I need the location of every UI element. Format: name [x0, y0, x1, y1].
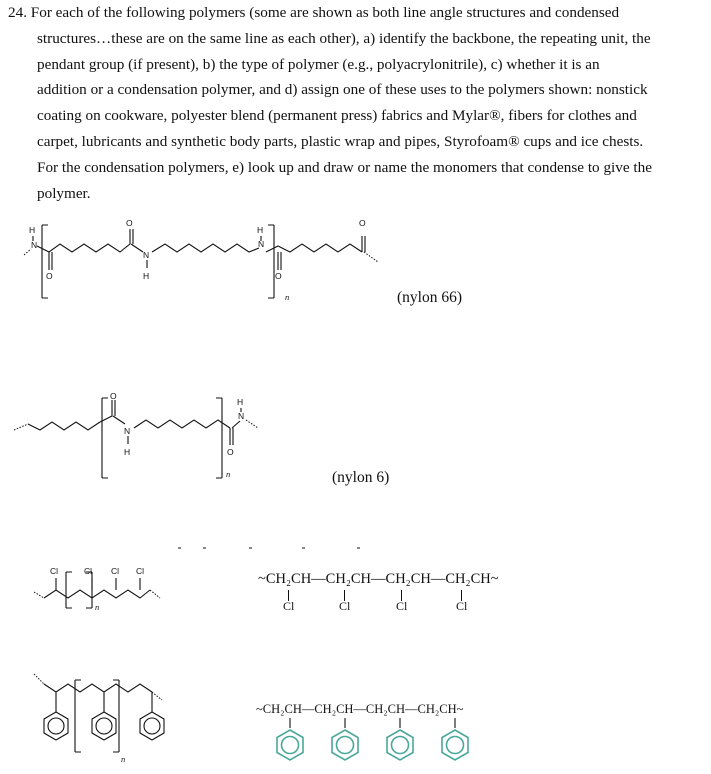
polystyrene-condensed: ~CH₂CH—CH₂CH—CH₂CH—CH₂CH~ — [256, 702, 464, 716]
svg-text:O: O — [126, 218, 133, 228]
pvc-structure — [0, 558, 200, 618]
svg-text:H: H — [257, 225, 264, 235]
nylon66-structure — [0, 212, 420, 312]
question-line: carpet, lubricants and synthetic body parts, plastic wrap and pipes, Styrofoam® cups and ice chests. — [37, 132, 644, 150]
question-line: addition or a condensation polymer, and d) assign one of these uses to the polymers shown: nonstick — [37, 81, 648, 99]
svg-text:N: N — [124, 426, 131, 436]
question-line: pendant group (if present), b) the type of polymer (e.g., polyacrylonitrile), c) whether it is an — [37, 55, 600, 73]
svg-text:n: n — [285, 292, 290, 302]
svg-text:N: N — [258, 239, 265, 249]
pendant-cl: Cl — [283, 599, 295, 613]
polystyrene-rings — [0, 718, 711, 774]
svg-text:O: O — [275, 271, 282, 281]
svg-text:Cl: Cl — [50, 566, 59, 576]
pendant-cl: Cl — [339, 599, 351, 613]
svg-text:N: N — [238, 411, 245, 421]
pendant-cl: Cl — [456, 599, 468, 613]
question-line: polymer. — [37, 184, 91, 202]
pendant-cl: Cl — [396, 599, 408, 613]
svg-text:Cl: Cl — [111, 566, 120, 576]
separator-marks — [0, 540, 400, 552]
nylon6-caption: (nylon 6) — [332, 469, 390, 486]
svg-text:H: H — [29, 225, 36, 235]
svg-text:N: N — [31, 240, 38, 250]
svg-text:Cl: Cl — [84, 566, 93, 576]
question-line: For the condensation polymers, e) look up and draw or name the monomers that condense to give the — [37, 158, 652, 176]
svg-text:O: O — [110, 391, 117, 401]
svg-text:O: O — [227, 447, 234, 457]
svg-text:H: H — [143, 271, 150, 281]
svg-text:N: N — [143, 250, 150, 260]
pvc-condensed: ~CH₂CH—CH₂CH—CH₂CH—CH₂CH~ — [258, 571, 499, 587]
question-line: structures…these are on the same line as each other), a) identify the backbone, the repeating unit, the — [37, 29, 651, 47]
svg-text:O: O — [46, 271, 53, 281]
nylon6-structure — [0, 380, 300, 490]
svg-text:H: H — [237, 397, 244, 407]
svg-text:n: n — [121, 754, 126, 764]
question-text — [8, 0, 698, 206]
svg-text:H: H — [124, 447, 131, 457]
question-line: coating on cookware, polyester blend (permanent press) fabrics and Mylar®, fibers for clothes and — [37, 107, 637, 125]
svg-text:O: O — [359, 218, 366, 228]
svg-text:n: n — [95, 602, 100, 612]
nylon66-caption: (nylon 66) — [397, 289, 463, 306]
svg-text:Cl: Cl — [136, 566, 145, 576]
question-line: 24. For each of the following polymers (some are shown as both line angle structures and condensed — [8, 4, 620, 21]
svg-text:n: n — [226, 469, 231, 479]
